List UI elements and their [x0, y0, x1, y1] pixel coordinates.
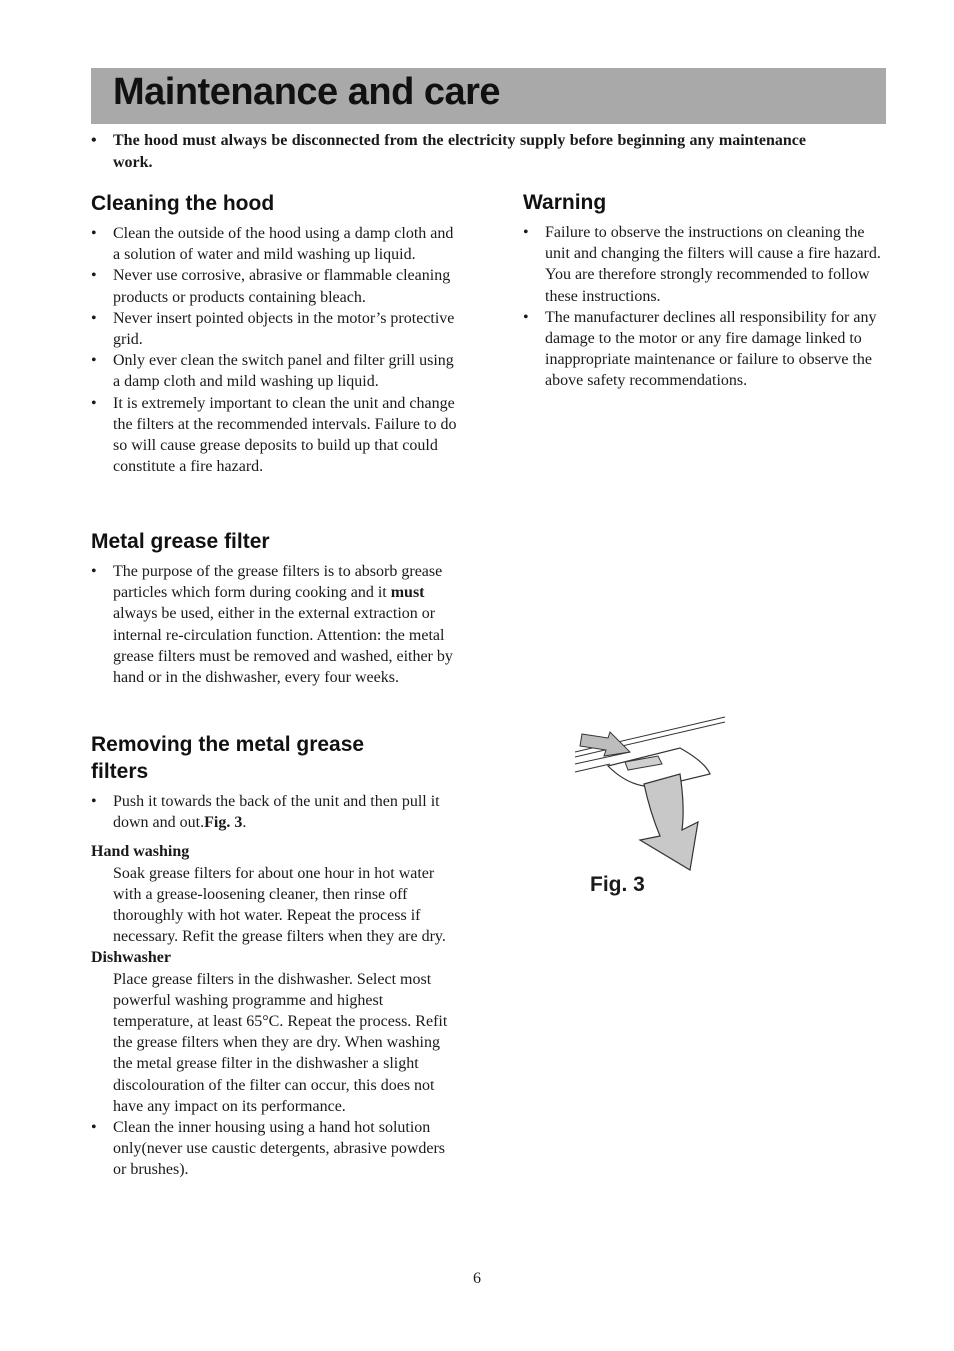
- dishwasher-heading: Dishwasher: [91, 949, 172, 967]
- intro-warning: [91, 130, 806, 173]
- figure-label: Fig. 3: [590, 873, 645, 896]
- list-item: • Only ever clean the switch panel and filter grill using a damp cloth and mild washing up liquid.: [91, 350, 461, 392]
- removing-list: [91, 791, 461, 833]
- section-cleaning: [91, 190, 461, 477]
- heading-cleaning: Cleaning the hood: [91, 192, 275, 215]
- list-item: • It is extremely important to clean the unit and change the filters at the recommended intervals. Failure to do so will cause grease deposits to build up that could constitute a fire hazard.: [91, 393, 461, 478]
- list-item: • Clean the outside of the hood using a damp cloth and a solution of water and mild washing up liquid.: [91, 223, 461, 265]
- item-text: always be used, either in the external extraction or internal re-circulation function. Attention: the metal grease filters must be removed and washed, either by hand or in the dishwasher, every four weeks.: [113, 605, 453, 687]
- item-text: The purpose of the grease filters is to absorb grease particles which form during cooking and it: [113, 563, 443, 602]
- list-item: • Never use corrosive, abrasive or flammable cleaning products or products containing bleach.: [91, 265, 461, 307]
- heading-warning: Warning: [523, 191, 607, 214]
- bullet: •: [91, 132, 97, 149]
- intro-text: The hood must always be disconnected from the electricity supply before beginning any maintenance work.: [113, 132, 806, 171]
- fig-reference: Fig. 3: [204, 814, 243, 832]
- heading-metal-filter: Metal grease filter: [91, 530, 270, 553]
- warning-list: [523, 222, 885, 392]
- list-item: [91, 561, 461, 688]
- list-item: • Never insert pointed objects in the motor’s protective grid.: [91, 308, 461, 350]
- heading-removing: Removing the metal grease filters: [91, 733, 365, 783]
- list-item: [91, 791, 461, 833]
- list-item: • Clean the inner housing using a hand hot solution only(never use caustic detergents, abrasive powders or brushes).: [91, 1117, 461, 1181]
- cleaning-list: [91, 223, 461, 477]
- emphasis-must: must: [390, 584, 425, 602]
- list-item: • Failure to observe the instructions on cleaning the unit and changing the filters will cause a fire hazard. You are therefore strongly recommended to follow these instructions.: [523, 222, 885, 307]
- filter-removal-illustration: [570, 712, 740, 877]
- hand-washing-text: Soak grease filters for about one hour in hot water with a grease-loosening cleaner, then rinse off thoroughly with hot water. Repeat the process if necessary. Refit the grease filters when they are dry.: [113, 864, 446, 946]
- item-text: Push it towards the back of the unit and then pull it down and out.: [113, 793, 440, 832]
- inner-housing-list: [91, 1117, 461, 1181]
- section-metal-filter: [91, 528, 461, 688]
- dishwasher-text: Place grease filters in the dishwasher. Select most powerful washing programme and highest temperature, at least 65°C. Repeat the process. Refit the grease filters when they are dry. When washing the metal grease filter in the dishwasher a slight discolouration of the filter can occur, this does not have any impact on its performance.: [113, 970, 448, 1115]
- section-removing: [91, 731, 461, 1181]
- item-text: .: [242, 814, 247, 832]
- hand-washing-heading: Hand washing: [91, 843, 190, 861]
- metal-filter-list: [91, 561, 461, 688]
- list-item: • The manufacturer declines all responsibility for any damage to the motor or any fire damage linked to inappropriate maintenance or failure to observe the above safety recommendations.: [523, 307, 885, 392]
- section-warning: [523, 189, 885, 392]
- page-title: Maintenance and care: [113, 71, 501, 113]
- title-banner: [91, 68, 886, 124]
- page-number: 6: [473, 1270, 481, 1287]
